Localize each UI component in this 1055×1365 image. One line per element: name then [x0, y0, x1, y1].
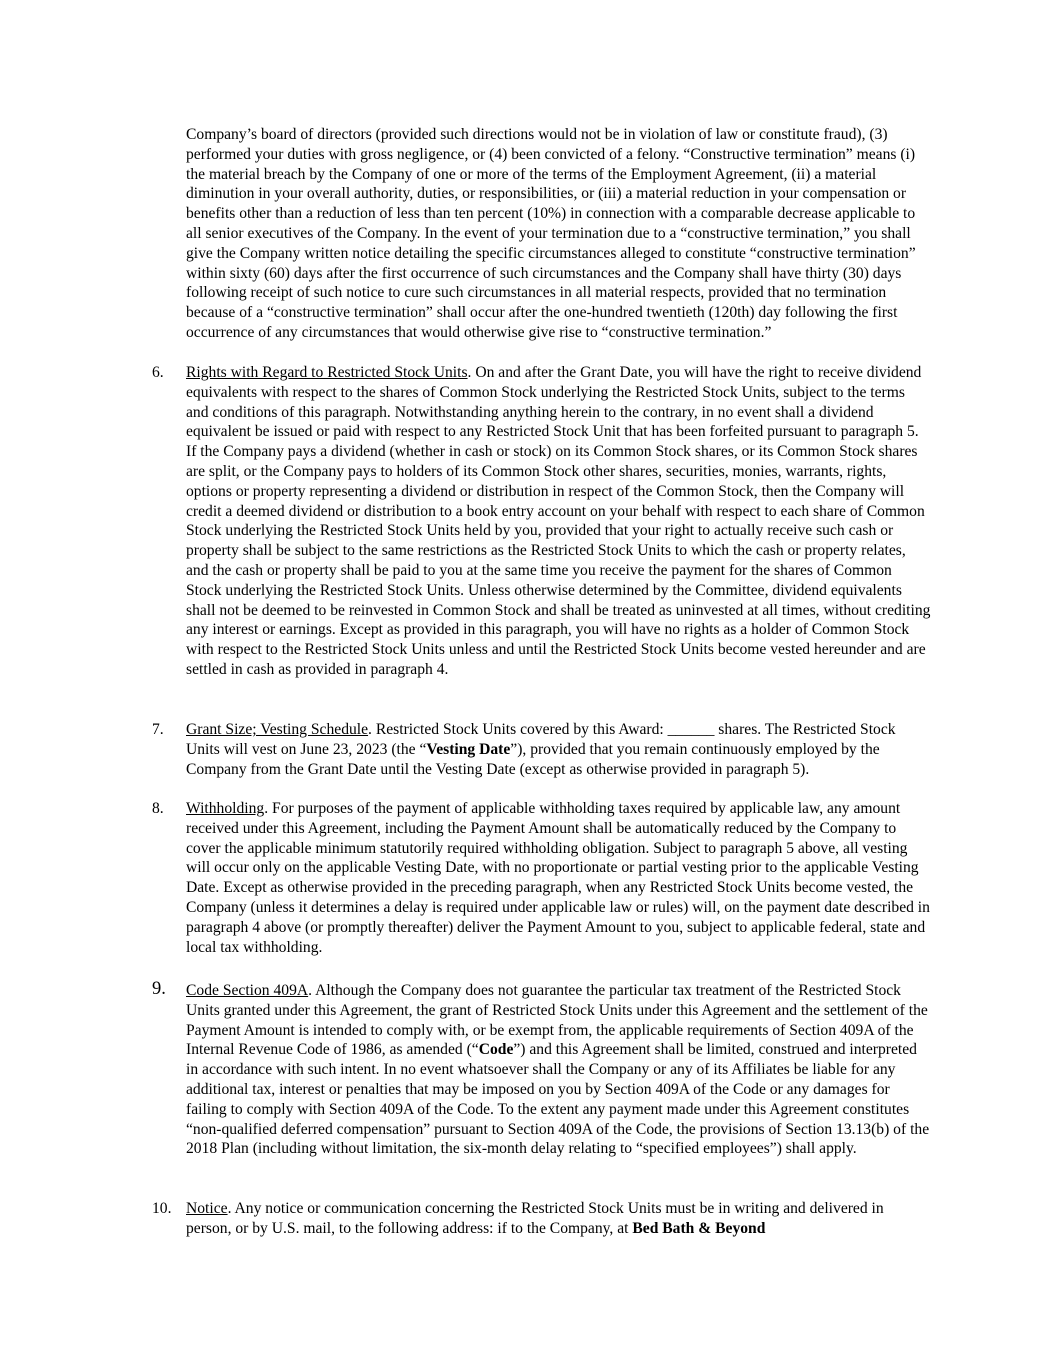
code-term: Code [478, 1041, 514, 1059]
item-10-body-pre: . Any notice or communication concerning the Restricted Stock Units must be in writing and delivered in person, or by U.S. mail, to the following address: if to the Company, at [186, 1200, 884, 1237]
vesting-date-term: Vesting Date [426, 740, 511, 758]
company-name-term: Bed Bath & Beyond [632, 1219, 766, 1237]
item-6-heading: Rights with Regard to Restricted Stock Units [186, 364, 468, 381]
item-7-body-post: ”), provided that you remain continuously employed by the Company from the Grant Date until the Vesting Date (except as otherwise provided in paragraph 5). [186, 740, 880, 778]
item-9-heading: Code Section 409A [186, 982, 309, 999]
item-9-body-post: ”) and this Agreement shall be limited, construed and interpreted in accordance with such intent. In no event whatsoever shall the Company or any of its Affiliates be liable for any additional tax, interest or penalties that may be imposed on you by Section 409A of the Code or any damages for failing to comply with Section 409A of the Code. To the extent any payment made under this Agreement constitutes “non-qualified deferred compensation” pursuant to Section 409A of the Code, the provisions of Section 13.13(b) of the 2018 Plan (including without limitation, the six-month delay relating to “specified employees”) shall apply. [186, 1041, 930, 1158]
item-9-number: 9. [152, 979, 166, 999]
item-9-paragraph [186, 981, 931, 1159]
item-10-heading: Notice [186, 1200, 228, 1217]
item-10-paragraph [186, 1199, 931, 1239]
item-6-paragraph [186, 363, 931, 680]
item-6-number: 6. [152, 364, 164, 381]
item-7-number: 7. [152, 721, 164, 738]
item-8-body: . For purposes of the payment of applicable withholding taxes required by applicable law, any amount received under this Agreement, including the Payment Amount shall be automatically reduced by the Company to cover the applicable minimum statutorily required withholding obligation. Subject to paragraph 5 above, all vesting will occur only on the applicable Vesting Date, with no proportionate or partial vesting prior to the applicable Vesting Date. Except as otherwise provided in the preceding paragraph, when any Restricted Stock Units become vested, the Company (unless it determines a delay is required under applicable law or rules) will, on the payment date described in paragraph 4 above (or promptly thereafter) deliver the Payment Amount to you, subject to applicable federal, state and local tax withholding. [186, 800, 930, 956]
item-8-number: 8. [152, 800, 164, 817]
item-10-number: 10. [152, 1200, 172, 1217]
item-7-body-pre: . Restricted Stock Units covered by this Award: ______ shares. The Restricted Stock Units will vest on June 23, 2023 (the “ [186, 721, 896, 758]
item-9-body-pre: . Although the Company does not guarantee the particular tax treatment of the Restricted Stock Units granted under this Agreement, the grant of Restricted Stock Units under this Agreement and the settlement of the Payment Amount is intended to comply with, or be exempt from, the applicable requirements of Section 409A of the Internal Revenue Code of 1986, as amended (“ [186, 982, 928, 1059]
item-7-heading: Grant Size; Vesting Schedule [186, 721, 369, 738]
intro-paragraph: Company’s board of directors (provided such directions would not be in violation of law or constitute fraud), (3) performed your duties with gross negligence, or (4) been convicted of a felony. “Constructive termination” means (i) the material breach by the Company of one or more of the terms of the Employment Agreement, (ii) a material diminution in your overall authority, duties, or responsibilities, or (iii) a material reduction in your compensation or benefits other than a reduction of less than ten percent (10%) in connection with a comparable decrease applicable to all senior executives of the Company. In the event of your termination due to a “constructive termination,” you shall give the Company written notice detailing the specific circumstances alleged to constitute “constructive termination” within sixty (60) days after the first occurrence of such circumstances and the Company shall have thirty (30) days following receipt of such notice to cure such circumstances in all material respects, provided that no termination because of a “constructive termination” shall occur after the one-hundred twentieth (120th) day following the first occurrence of any circumstances that would otherwise give rise to “constructive termination.” [186, 126, 916, 341]
item-7-paragraph [186, 720, 931, 779]
item-8-heading: Withholding [186, 800, 265, 817]
item-6-body: . On and after the Grant Date, you will have the right to receive dividend equivalents with respect to the shares of Common Stock underlying the Restricted Stock Units, subject to the terms and conditions of this paragraph. Notwithstanding anything herein to the contrary, in no event shall a dividend equivalent be issued or paid with respect to any Restricted Stock Unit that has been forfeited pursuant to paragraph 5. If the Company pays a dividend (whether in cash or stock) on its Common Stock shares, or its Common Stock shares are split, or the Company pays to holders of its Common Stock other shares, securities, monies, warrants, rights, options or property representing a dividend or distribution in respect of the Common Stock, then the Company will credit a deemed dividend or distribution to a book entry account on your behalf with respect to each share of Common Stock underlying the Restricted Stock Units held by you, provided that your right to actually receive such cash or property shall be subject to the same restrictions as the Restricted Stock Units to which the cash or property relates, and the cash or property shall be paid to you at the same time you receive the payment for the shares of Common Stock underlying the Restricted Stock Units. Unless otherwise determined by the Committee, dividend equivalents shall not be deemed to be reinvested in Common Stock and shall be treated as uninvested at all times, without crediting any interest or earnings. Except as provided in this paragraph, you will have no rights as a holder of Common Stock with respect to the Restricted Stock Units unless and until the Restricted Stock Units become vested hereunder and are settled in cash as provided in paragraph 4. [186, 364, 931, 678]
item-8-paragraph [186, 799, 931, 957]
